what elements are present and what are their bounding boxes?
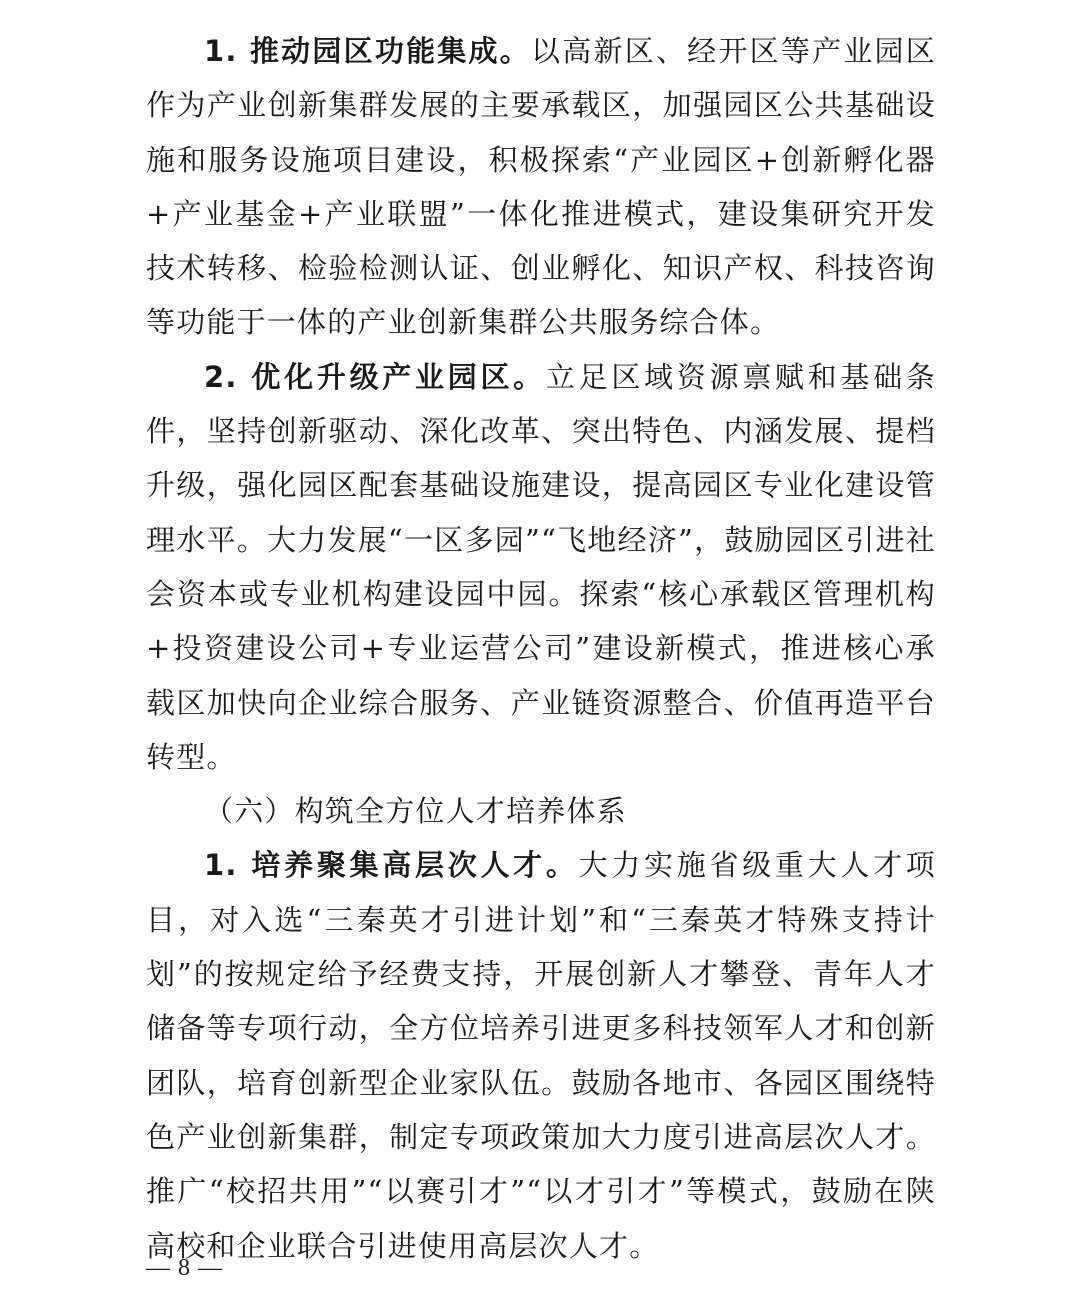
paragraph-park-upgrade (146, 350, 936, 784)
document-body (146, 24, 936, 1273)
paragraph-talent-cultivation (146, 838, 936, 1272)
paragraph-lead-heading: 2. 优化升级产业园区。 (204, 359, 546, 394)
paragraph-body-text: 大力实施省级重大人才项目，对入选“三秦英才引进计划”和“三秦英才特殊支持计划”的按规定给予经费支持，开展创新人才攀登、青年人才储备等专项行动，全方位培养引进更多科技领军人才和创新团队，培育创新型企业家队伍。鼓励各地市、各园区围绕特色产业创新集群，制定专项政策加大力度引进高层次人才。推广“校招共用”“以赛引才”“以才引才”等模式，鼓励在陕高校和企业联合引进使用高层次人才。 (146, 848, 936, 1263)
section-heading-talent-system: （六）构筑全方位人才培养体系 (204, 794, 627, 829)
page-number: — 8 — (146, 1255, 223, 1281)
paragraph-lead-heading: 1. 培养聚集高层次人才。 (204, 848, 579, 883)
paragraph-lead-heading: 1. 推动园区功能集成。 (204, 34, 532, 68)
paragraph-body-text: 以高新区、经开区等产业园区作为产业创新集群发展的主要承载区，加强园区公共基础设施和服务设施项目建设，积极探索“产业园区+创新孵化器+产业基金+产业联盟”一体化推进模式，建设集研究开发技术转移、检验检测认证、创业孵化、知识产权、科技咨询等功能于一体的产业创新集群公共服务综合体。 (146, 34, 936, 340)
paragraph-park-function-integration (146, 24, 936, 350)
paragraph-body-text: 立足区域资源禀赋和基础条件，坚持创新驱动、深化改革、突出特色、内涵发展、提档升级，强化园区配套基础设施建设，提高园区专业化建设管理水平。大力发展“一区多园”“飞地经济”，鼓励园区引进社会资本或专业机构建设园中园。探索“核心承载区管理机构+投资建设公司+专业运营公司”建设新模式，推进核心承载区加快向企业综合服务、产业链资源整合、价值再造平台转型。 (146, 359, 936, 774)
